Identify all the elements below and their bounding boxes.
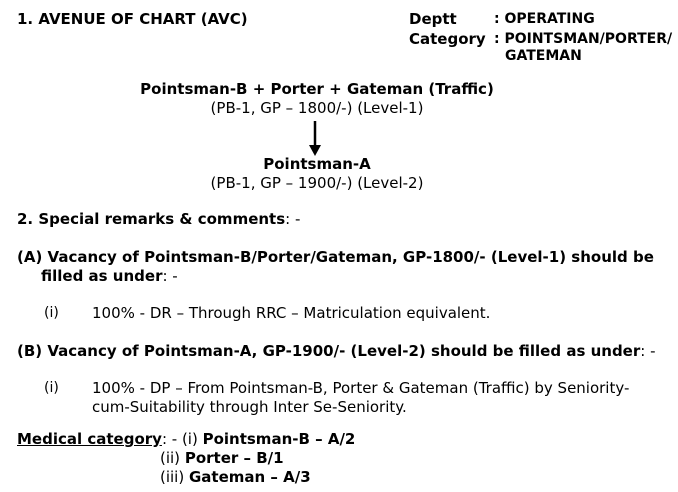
part-b-tail: : -: [640, 342, 656, 360]
category-value-line2: GATEMAN: [505, 48, 582, 64]
part-b-text: (B) Vacancy of Pointsman-A, GP-1900/- (Level-2) should be filled as under: [17, 342, 641, 360]
chart-top-title: Pointsman-B + Porter + Gateman (Traffic): [140, 80, 494, 98]
part-b-line: [17, 342, 656, 360]
medical-item-1: Pointsman-B – A/2: [202, 430, 356, 448]
part-b-item-line2: cum-Suitability through Inter Se-Seniority.: [92, 398, 407, 416]
down-arrow-icon: [308, 121, 322, 157]
deptt-label: Deptt: [409, 10, 457, 28]
medical-item-2: Porter – B/1: [184, 449, 284, 467]
medical-category-label: Medical category: [17, 430, 162, 448]
section-2-heading-tail: : -: [285, 210, 301, 228]
part-a-line2: [41, 267, 178, 285]
chart-bottom-sub: (PB-1, GP – 1900/-) (Level-2): [210, 174, 424, 192]
medical-row-2: [160, 449, 284, 467]
medical-row-3: [160, 468, 311, 486]
medical-category-sep: : - (i): [161, 430, 198, 448]
category-value-line1: : POINTSMAN/PORTER/: [494, 31, 673, 47]
deptt-value: : OPERATING: [494, 11, 595, 27]
medical-item-3-number: (iii): [160, 468, 185, 486]
section-2-heading: [17, 210, 300, 228]
category-label: Category: [409, 30, 486, 48]
part-a-item-text: 100% - DR – Through RRC – Matriculation equivalent.: [92, 304, 491, 322]
section-2-heading-text: 2. Special remarks & comments: [17, 210, 286, 228]
part-a-line2-tail: : -: [162, 267, 178, 285]
medical-item-3: Gateman – A/3: [189, 468, 311, 486]
section-1-heading: 1. AVENUE OF CHART (AVC): [17, 10, 248, 28]
part-a-line2-text: filled as under: [41, 267, 163, 285]
medical-category-row: [17, 430, 355, 448]
medical-item-2-number: (ii): [160, 449, 181, 467]
part-b-item-number: (i): [44, 380, 59, 396]
chart-top-sub: (PB-1, GP – 1800/-) (Level-1): [210, 99, 424, 117]
part-a-item-number: (i): [44, 305, 59, 321]
chart-bottom-title: Pointsman-A: [263, 155, 371, 173]
part-a-line1: (A) Vacancy of Pointsman-B/Porter/Gateman, GP-1800/- (Level-1) should be: [17, 248, 654, 266]
part-b-item-line1: 100% - DP – From Pointsman-B, Porter & Gateman (Traffic) by Seniority-: [92, 379, 630, 397]
